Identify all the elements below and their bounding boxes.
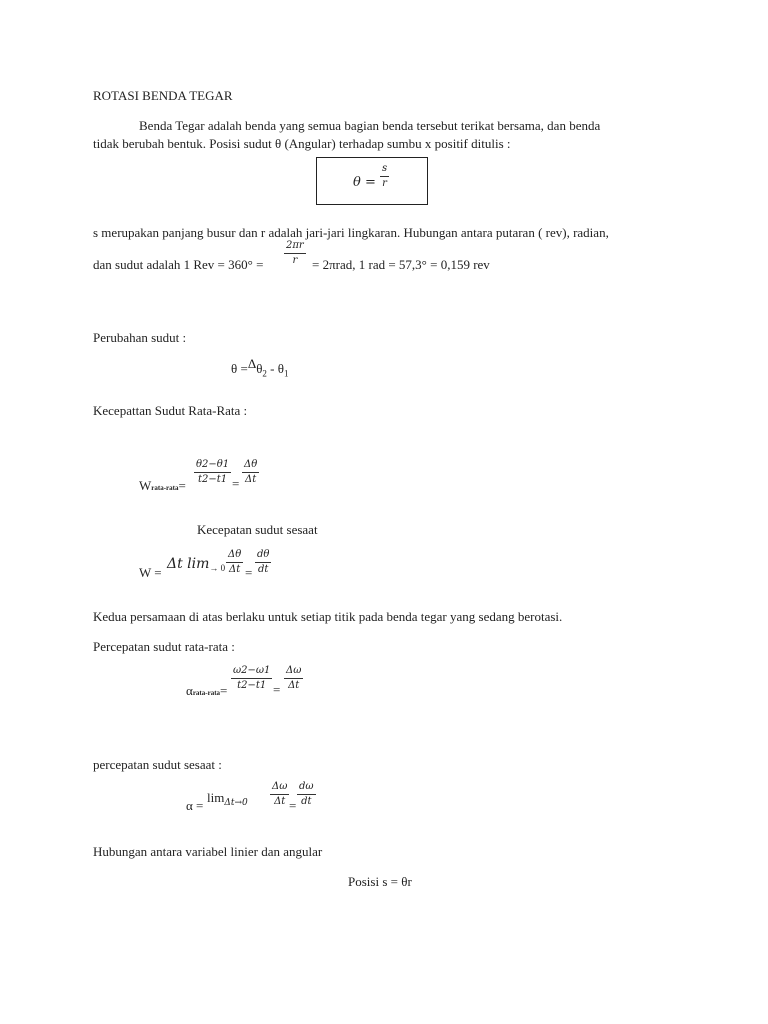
- perc-rata-label: Percepatan sudut rata-rata :: [93, 639, 235, 654]
- kec-sesaat-equals: =: [245, 565, 253, 580]
- kec-sesaat-num2: dθ: [255, 550, 271, 563]
- posisi-equation: Posisi s = θr: [348, 874, 412, 889]
- kec-sesaat-fraction-1: [226, 550, 243, 575]
- perubahan-equation: [231, 356, 289, 379]
- perc-sesaat-den1: Δt: [274, 796, 286, 807]
- perc-rata-fraction-1: [231, 666, 272, 691]
- kec-sesaat-label: Kecepatan sudut sesaat: [197, 522, 318, 537]
- perubahan-eq-theta1: - θ: [266, 361, 284, 376]
- perc-sesaat-den2: dt: [301, 796, 312, 807]
- kec-rata-num1: θ2−θ1: [194, 460, 231, 473]
- perubahan-eq-sub1: 1: [283, 368, 289, 379]
- perubahan-eq-theta2: θ: [256, 361, 263, 376]
- kedua-paragraph: Kedua persamaan di atas berlaku untuk setiap titik pada benda tegar yang sedang berotasi.: [93, 609, 563, 624]
- kec-sesaat-fraction-2: [255, 550, 271, 575]
- box-eq-lhs: θ =: [353, 175, 376, 190]
- hubungan-heading: Hubungan antara variabel linier dan angular: [93, 844, 323, 859]
- para2-line-1: s merupakan panjang busur dan r adalah jari-jari lingkaran. Hubungan antara putaran ( rev), radian,: [93, 225, 609, 240]
- perc-rata-den2: Δt: [288, 680, 300, 691]
- perc-rata-num1: ω2−ω1: [231, 666, 272, 679]
- intro-line-1: Benda Tegar adalah benda yang semua bagian benda tersebut terikat bersama, dan benda: [139, 118, 601, 133]
- para2-numerator: 2πr: [284, 241, 306, 254]
- para2-line-2a: dan sudut adalah 1 Rev = 360° =: [93, 257, 264, 272]
- intro-line-2: tidak berubah bentuk. Posisi sudut θ (Angular) terhadap sumbu x positif ditulis :: [93, 136, 511, 151]
- kec-rata-equals-2: =: [232, 476, 240, 491]
- kec-rata-fraction-2: [242, 460, 259, 485]
- perc-rata-equals-2: =: [273, 682, 281, 697]
- box-eq-fraction: [380, 164, 389, 189]
- perc-rata-den1: t2−t1: [237, 680, 267, 691]
- kec-sesaat-den2: dt: [258, 564, 269, 575]
- perc-sesaat-fraction-1: [270, 782, 289, 807]
- box-eq-numerator: s: [380, 164, 389, 177]
- kec-rata-equals: =: [178, 478, 186, 493]
- perubahan-eq-sub2: 2: [262, 368, 267, 379]
- para2-line-2b: = 2πrad, 1 rad = 57,3° = 0,159 rev: [312, 257, 490, 272]
- perc-rata-num2: Δω: [284, 666, 303, 679]
- kec-sesaat-lhs: W =: [139, 565, 162, 580]
- kec-rata-num2: Δθ: [242, 460, 259, 473]
- kec-rata-den1: t2−t1: [198, 474, 228, 485]
- perubahan-eq-delta: Δ: [247, 356, 257, 371]
- doc-title: ROTASI BENDA TEGAR: [93, 88, 233, 103]
- kec-rata-subscript: rata-rata: [151, 484, 179, 492]
- kec-rata-fraction-1: [194, 460, 231, 485]
- kec-rata-label: Kecepattan Sudut Rata-Rata :: [93, 403, 248, 418]
- perc-sesaat-lim: [207, 790, 248, 808]
- para2-fraction: [284, 241, 306, 266]
- kec-sesaat-lim-text: Δt lim: [167, 556, 210, 572]
- perubahan-label: Perubahan sudut :: [93, 330, 187, 345]
- kec-sesaat-den1: Δt: [229, 564, 241, 575]
- perc-sesaat-num1: Δω: [270, 782, 289, 795]
- para2-denominator: r: [292, 255, 298, 266]
- perc-sesaat-lhs: α =: [186, 798, 204, 813]
- perc-sesaat-equals: =: [289, 798, 297, 813]
- perc-rata-lhs: [186, 684, 227, 697]
- kec-sesaat-lim: [167, 557, 225, 572]
- perc-rata-alpha: α: [186, 683, 193, 698]
- perc-sesaat-lim-text: lim: [207, 790, 225, 805]
- kec-rata-den2: Δt: [245, 474, 257, 485]
- kec-rata-lhs: [139, 479, 186, 492]
- perubahan-eq-lhs: θ =: [231, 361, 248, 376]
- perc-rata-equals: =: [220, 683, 228, 698]
- kec-sesaat-lim-arrow: → 0: [209, 563, 226, 573]
- perc-rata-fraction-2: [284, 666, 303, 691]
- kec-sesaat-num1: Δθ: [226, 550, 243, 563]
- perc-sesaat-num2: dω: [297, 782, 316, 795]
- box-eq-denominator: r: [382, 178, 387, 189]
- perc-sesaat-fraction-2: [297, 782, 316, 807]
- perc-sesaat-lim-sub: Δt→0: [224, 798, 248, 808]
- kec-rata-w: W: [139, 478, 152, 493]
- perc-rata-subscript: rata-rata: [192, 689, 221, 697]
- perc-sesaat-label: percepatan sudut sesaat :: [93, 757, 222, 772]
